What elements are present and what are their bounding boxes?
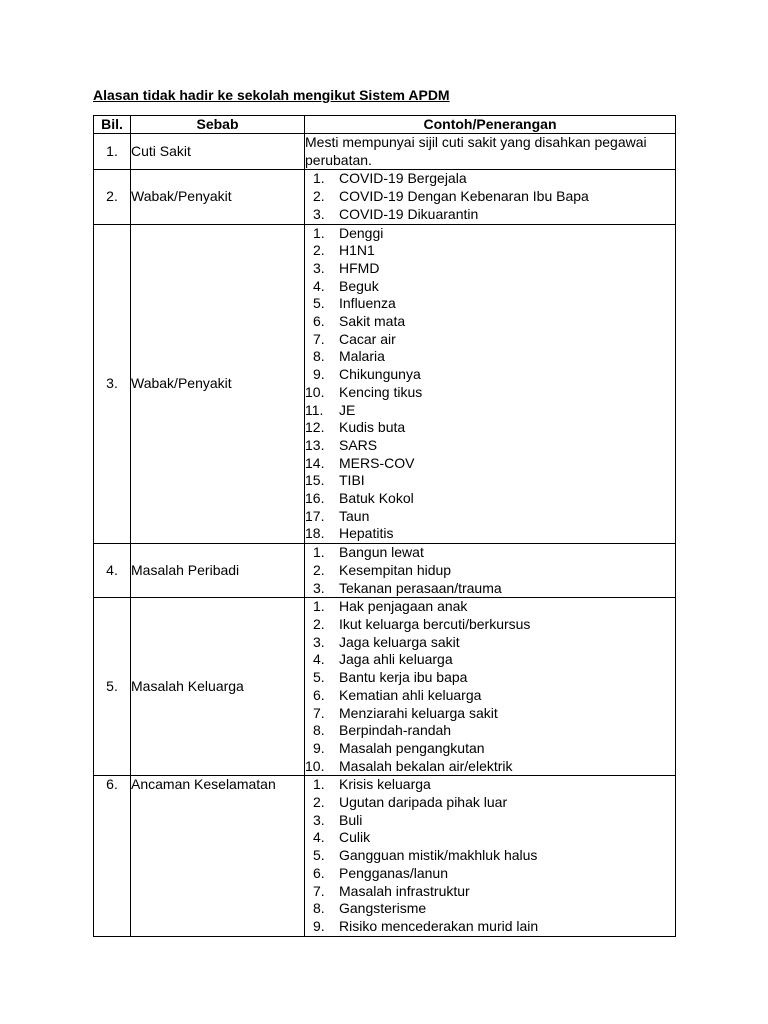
example-list (305, 598, 675, 775)
list-item-text: COVID-19 Dikuarantin (339, 205, 479, 222)
list-item-number: 4. (313, 829, 325, 846)
list-item-number: 18. (305, 525, 325, 542)
list-item (305, 366, 675, 384)
row-reason: Masalah Peribadi (131, 544, 305, 598)
list-item-number: 3. (313, 633, 325, 650)
list-item-number: 1. (313, 544, 325, 561)
list-item (305, 225, 675, 243)
header-bil: Bil. (94, 116, 131, 134)
list-item-number: 6. (313, 313, 325, 330)
list-item-number: 3. (313, 259, 325, 276)
row-number: 1. (94, 134, 131, 170)
list-item (305, 525, 675, 543)
list-item-number: 17. (305, 507, 325, 524)
list-item (305, 740, 675, 758)
list-item (305, 865, 675, 883)
row-explanation: Mesti mempunyai sijil cuti sakit yang disahkan pegawai perubatan. (305, 134, 647, 168)
list-item-number: 7. (313, 330, 325, 347)
list-item-number: 16. (305, 490, 325, 507)
list-item-number: 2. (313, 242, 325, 259)
list-item-number: 1. (313, 598, 325, 615)
list-item-text: H1N1 (339, 242, 375, 259)
list-item (305, 206, 675, 224)
list-item (305, 188, 675, 206)
list-item-text: Bangun lewat (339, 544, 424, 561)
list-item-text: Kematian ahli keluarga (339, 686, 482, 703)
list-item-text: Batuk Kokol (339, 490, 414, 507)
example-list (305, 225, 675, 544)
list-item-text: Culik (339, 829, 371, 846)
list-item-text: Jaga ahli keluarga (339, 651, 453, 668)
list-item-text: Masalah bekalan air/elektrik (339, 757, 513, 774)
list-item-number: 11. (305, 401, 324, 418)
list-item-number: 2. (313, 794, 325, 811)
list-item-number: 8. (313, 900, 325, 917)
list-item (305, 472, 675, 490)
table-row (94, 598, 676, 776)
row-number: 4. (94, 544, 131, 598)
list-item-text: Chikungunya (339, 366, 421, 383)
list-item-number: 3. (313, 811, 325, 828)
list-item (305, 776, 675, 794)
list-item-text: Kencing tikus (339, 383, 423, 400)
list-item (305, 580, 675, 598)
list-item-number: 8. (313, 722, 325, 739)
list-item-text: COVID-19 Dengan Kebenaran Ibu Bapa (339, 188, 589, 205)
list-item (305, 651, 675, 669)
table-row (94, 170, 676, 224)
list-item-text: Ikut keluarga bercuti/berkursus (339, 615, 531, 632)
list-item-number: 5. (313, 669, 325, 686)
list-item-text: Gangguan mistik/makhluk halus (339, 847, 538, 864)
list-item (305, 295, 675, 313)
absence-reasons-table (93, 115, 676, 937)
list-item-number: 7. (313, 704, 325, 721)
document-title: Alasan tidak hadir ke sekolah mengikut Sistem APDM (93, 87, 450, 103)
list-item (305, 260, 675, 278)
list-item (305, 402, 675, 420)
list-item-text: Buli (339, 811, 363, 828)
example-list (305, 776, 675, 935)
list-item-text: Hepatitis (339, 525, 394, 542)
list-item-number: 1. (313, 776, 325, 793)
list-item-text: Influenza (339, 295, 396, 312)
row-reason: Ancaman Keselamatan (131, 776, 305, 936)
list-item-number: 5. (313, 295, 325, 312)
example-list (305, 544, 675, 597)
list-item (305, 616, 675, 634)
table-body (94, 134, 676, 937)
list-item-number: 15. (305, 472, 325, 489)
list-item-number: 2. (313, 188, 325, 205)
row-number: 5. (94, 598, 131, 776)
table-row (94, 134, 676, 170)
list-item-text: Kudis buta (339, 419, 406, 436)
list-item-text: Ugutan daripada pihak luar (339, 794, 508, 811)
list-item-text: COVID-19 Bergejala (339, 170, 467, 187)
list-item (305, 544, 675, 562)
list-item (305, 331, 675, 349)
list-item-text: Cacar air (339, 330, 396, 347)
list-item (305, 242, 675, 260)
list-item (305, 562, 675, 580)
list-item-number: 3. (313, 205, 325, 222)
header-sebab: Sebab (131, 116, 305, 134)
list-item-number: 6. (313, 686, 325, 703)
list-item-number: 10. (305, 383, 325, 400)
list-item (305, 669, 675, 687)
list-item-number: 9. (313, 366, 325, 383)
row-examples (305, 544, 676, 598)
list-item (305, 634, 675, 652)
row-examples (305, 170, 676, 224)
list-item-text: Bantu kerja ibu bapa (339, 669, 468, 686)
list-item-text: TIBI (339, 472, 365, 489)
list-item-number: 6. (313, 864, 325, 881)
list-item-number: 2. (313, 615, 325, 632)
list-item (305, 900, 675, 918)
list-item (305, 758, 675, 776)
row-reason: Wabak/Penyakit (131, 170, 305, 224)
row-examples (305, 776, 676, 936)
list-item-text: Berpindah-randah (339, 722, 452, 739)
list-item-text: Beguk (339, 277, 379, 294)
list-item (305, 598, 675, 616)
list-item-number: 1. (313, 170, 325, 187)
list-item (305, 419, 675, 437)
row-number: 2. (94, 170, 131, 224)
list-item-number: 12. (305, 419, 325, 436)
list-item (305, 722, 675, 740)
list-item (305, 687, 675, 705)
list-item (305, 437, 675, 455)
row-reason: Wabak/Penyakit (131, 224, 305, 544)
list-item-text: Masalah pengangkutan (339, 739, 485, 756)
list-item-number: 2. (313, 561, 325, 578)
list-item-number: 10. (305, 757, 325, 774)
list-item (305, 508, 675, 526)
row-number: 6. (94, 776, 131, 936)
list-item (305, 313, 675, 331)
list-item (305, 794, 675, 812)
list-item-text: Taun (339, 507, 370, 524)
list-item-number: 1. (313, 224, 325, 241)
list-item-number: 4. (313, 277, 325, 294)
list-item-text: Malaria (339, 348, 385, 365)
example-list (305, 170, 675, 223)
table-row (94, 776, 676, 936)
list-item-number: 4. (313, 651, 325, 668)
list-item-text: Jaga keluarga sakit (339, 633, 460, 650)
list-item-number: 14. (305, 454, 325, 471)
list-item (305, 348, 675, 366)
list-item-text: Risiko mencederakan murid lain (339, 917, 539, 934)
row-examples (305, 598, 676, 776)
list-item-text: Menziarahi keluarga sakit (339, 704, 498, 721)
list-item-text: JE (339, 401, 356, 418)
list-item-text: Masalah infrastruktur (339, 882, 470, 899)
list-item-text: Pengganas/lanun (339, 864, 448, 881)
row-examples (305, 224, 676, 544)
list-item-text: Krisis keluarga (339, 776, 431, 793)
list-item-text: Kesempitan hidup (339, 561, 452, 578)
table-header-row (94, 116, 676, 134)
list-item-number: 5. (313, 847, 325, 864)
list-item (305, 812, 675, 830)
list-item (305, 278, 675, 296)
list-item-text: Hak penjagaan anak (339, 598, 468, 615)
list-item (305, 490, 675, 508)
table-row (94, 224, 676, 544)
list-item-number: 3. (313, 579, 325, 596)
list-item-text: SARS (339, 436, 378, 453)
list-item-text: Sakit mata (339, 313, 406, 330)
list-item-text: HFMD (339, 259, 380, 276)
list-item (305, 918, 675, 936)
list-item (305, 883, 675, 901)
row-reason: Masalah Keluarga (131, 598, 305, 776)
row-examples (305, 134, 676, 170)
list-item (305, 829, 675, 847)
list-item-text: Denggi (339, 224, 384, 241)
list-item-number: 9. (313, 739, 325, 756)
list-item (305, 705, 675, 723)
list-item-number: 8. (313, 348, 325, 365)
row-number: 3. (94, 224, 131, 544)
list-item (305, 455, 675, 473)
row-reason: Cuti Sakit (131, 134, 305, 170)
list-item (305, 170, 675, 188)
list-item-number: 9. (313, 917, 325, 934)
list-item-text: Gangsterisme (339, 900, 427, 917)
header-contoh: Contoh/Penerangan (305, 116, 676, 134)
list-item-number: 7. (313, 882, 325, 899)
list-item (305, 847, 675, 865)
table-row (94, 544, 676, 598)
list-item-text: Tekanan perasaan/trauma (339, 579, 502, 596)
list-item-text: MERS-COV (339, 454, 415, 471)
list-item (305, 384, 675, 402)
list-item-number: 13. (305, 436, 325, 453)
